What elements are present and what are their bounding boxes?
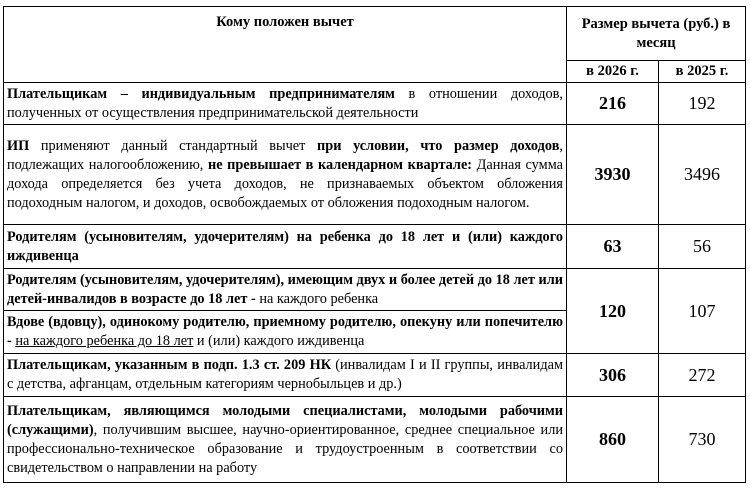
- plain-text: Данная сумма дохода определяется без учета доходов, не признаваемых объектом обложения подоходным налогом, и доходов, освобождаемых от обложения подоходным налогом.: [7, 156, 563, 211]
- bold-text: Плательщикам – индивидуальным предпринимателям: [7, 85, 395, 102]
- bold-text: при условии, что размер доходов: [317, 137, 560, 154]
- bold-text: Вдове (вдовцу), одинокому родителю, приемному родителю, опекуну или попечителю -: [7, 314, 563, 349]
- header-amount: Размер вычета (руб.) в месяц: [567, 7, 746, 61]
- value-2025: 56: [659, 225, 746, 269]
- row-description-secondary: [4, 311, 567, 354]
- plain-text: , получившим высшее, научно-ориентированное, среднее специальное или профессионально-техническое образование и трудоустроенным в соответствии со свидетельством о направлении на работу: [7, 421, 563, 476]
- row-description: [4, 354, 567, 397]
- value-2026: 63: [567, 225, 659, 269]
- table-row: [4, 225, 746, 269]
- table-row: [4, 83, 746, 125]
- bold-text: ИП: [7, 137, 30, 154]
- deduction-table: [3, 6, 746, 483]
- row-description: [4, 397, 567, 483]
- plain-text: в отношении доходов, полученных от осуществления предпринимательской деятельности: [7, 85, 563, 121]
- row-description: [4, 125, 567, 225]
- value-2025: 192: [659, 83, 746, 125]
- value-2026: 120: [567, 269, 659, 354]
- value-2026: 216: [567, 83, 659, 125]
- value-2025: 272: [659, 354, 746, 397]
- table-row: [4, 354, 746, 397]
- bold-text: Плательщикам, указанным в подп. 1.3 ст. 209 НК: [7, 357, 332, 373]
- value-2025: 107: [659, 269, 746, 354]
- table-row: [4, 269, 746, 311]
- header-who: Кому положен вычет: [4, 7, 567, 83]
- value-2025: 3496: [659, 125, 746, 225]
- plain-text: применяют данный стандартный вычет: [29, 137, 318, 154]
- bold-text: не превышает в календарном квартале:: [207, 156, 473, 173]
- bold-text: Плательщикам, являющимся молодыми специалистами, молодыми рабочими (служащими): [7, 402, 563, 438]
- header-year-2026: в 2026 г.: [567, 61, 659, 83]
- bold-text: Родителям (усыновителям, удочерителям) на ребенка до 18 лет и (или) каждого иждивенца: [7, 228, 563, 264]
- row-description: [4, 225, 567, 269]
- header-year-2025: в 2025 г.: [659, 61, 746, 83]
- plain-text: , подлежащих налогообложению,: [7, 137, 563, 173]
- value-2026: 306: [567, 354, 659, 397]
- bold-text: Родителям (усыновителям, удочерителям), имеющим двух и более детей до 18 лет или детей-инвалидов в возрасте до 18 лет -: [7, 271, 563, 307]
- row-description: [4, 83, 567, 125]
- underlined-text: на каждого ребенка до 18 лет: [15, 333, 194, 349]
- table-row: [4, 125, 746, 225]
- table-row: [4, 397, 746, 483]
- value-2026: 860: [567, 397, 659, 483]
- row-description: [4, 269, 567, 311]
- plain-text: и (или) каждого иждивенца: [193, 333, 365, 349]
- plain-text: на каждого ребенка: [255, 290, 379, 307]
- value-2026: 3930: [567, 125, 659, 225]
- plain-text: (инвалидам I и II группы, инвалидам с детства, афганцам, отдельным категориям чернобыльцев и др.): [7, 357, 563, 392]
- value-2025: 730: [659, 397, 746, 483]
